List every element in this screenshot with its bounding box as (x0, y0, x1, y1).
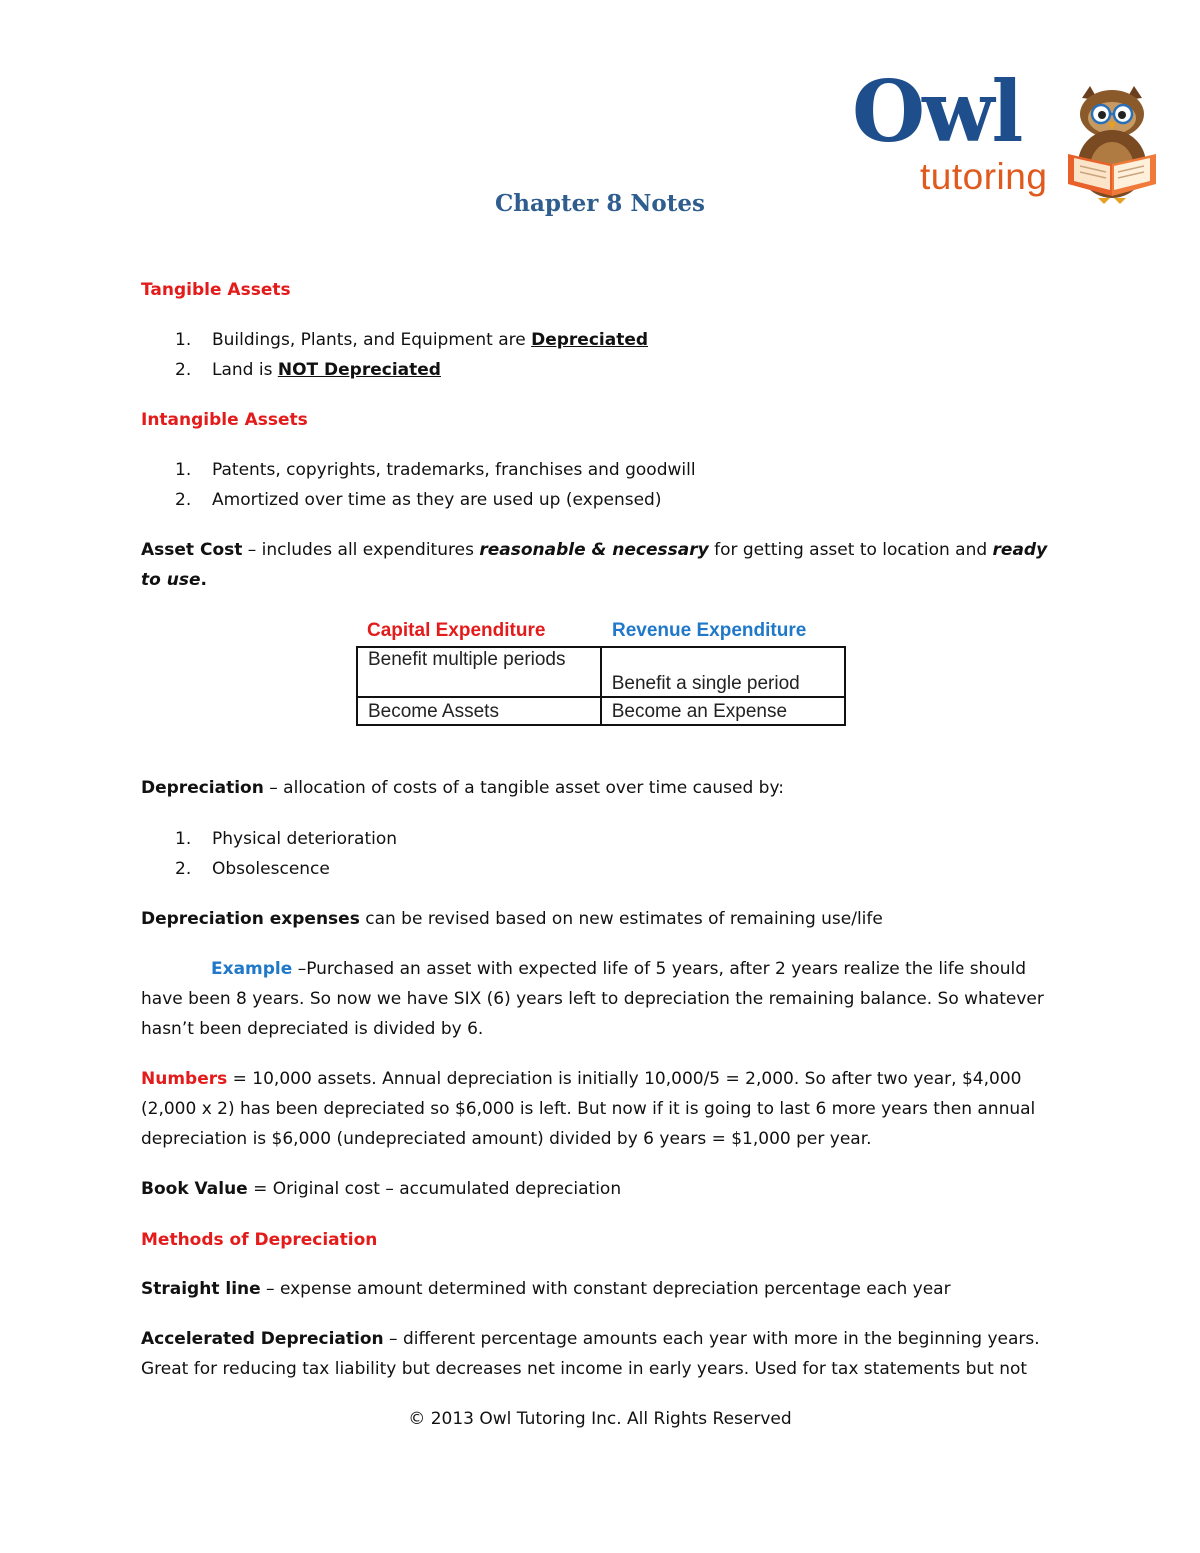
copyright-footer: © 2013 Owl Tutoring Inc. All Rights Reserved (408, 1409, 792, 1429)
owl-reading-book-icon (1064, 84, 1160, 206)
page-title: Chapter 8 Notes (495, 190, 705, 217)
table-row (357, 697, 845, 725)
list-item: 2. Land is NOT Depreciated (175, 360, 441, 380)
depreciation-expenses-paragraph: Depreciation expenses can be revised based on new estimates of remaining use/life (141, 909, 883, 929)
logo-word: Owl (852, 62, 1021, 161)
capital-expenditure-header: Capital Expenditure (367, 620, 546, 641)
list-item: 2. Amortized over time as they are used up (expensed) (175, 490, 662, 510)
list-item: 1. Buildings, Plants, and Equipment are Depreciated (175, 330, 649, 350)
expenditure-table (356, 620, 846, 726)
asset-cost-paragraph: Asset Cost – includes all expenditures reasonable & necessary for getting asset to location and ready to use. (141, 540, 1048, 590)
depreciation-causes-list (141, 824, 1061, 884)
list-item: 1. Patents, copyrights, trademarks, franchises and goodwill (175, 460, 696, 480)
tangible-assets-heading: Tangible Assets (141, 280, 291, 300)
example-paragraph: Example –Purchased an asset with expected life of 5 years, after 2 years realize the life should have been 8 years. So now we have SIX (6) years left to depreciation the remaining balance. So whatever hasn’t been depreciated is divided by 6. (141, 959, 1044, 1039)
numbers-paragraph: Numbers = 10,000 assets. Annual depreciation is initially 10,000/5 = 2,000. So after two year, $4,000 (2,000 x 2) has been depreciated so $6,000 is left. But now if it is going to last 6 more years then annual depreciation is $6,000 (undepreciated amount) divided by 6 years = $1,000 per year. (141, 1069, 1036, 1149)
list-item: 1. Physical deterioration (175, 829, 398, 849)
intangible-assets-list (141, 455, 1061, 515)
tangible-assets-list (141, 325, 1061, 385)
table-cell: Benefit multiple periods (357, 647, 601, 697)
straight-line-paragraph: Straight line – expense amount determined with constant depreciation percentage each year (141, 1279, 951, 1299)
accelerated-depreciation-paragraph: Accelerated Depreciation – different percentage amounts each year with more in the beginning years. Great for reducing tax liability but decreases net income in early years. Used for tax statements but not (141, 1329, 1040, 1379)
intangible-assets-heading: Intangible Assets (141, 410, 308, 430)
revenue-expenditure-header: Revenue Expenditure (612, 620, 807, 641)
table-cell: Benefit a single period (601, 647, 845, 697)
table-cell: Become an Expense (601, 697, 845, 725)
methods-of-depreciation-heading: Methods of Depreciation (141, 1230, 378, 1250)
logo-subtitle: tutoring (920, 156, 1048, 197)
table-row (357, 647, 845, 697)
table-cell: Become Assets (357, 697, 601, 725)
book-value-paragraph: Book Value = Original cost – accumulated depreciation (141, 1179, 622, 1199)
list-item: 2. Obsolescence (175, 859, 330, 879)
depreciation-paragraph: Depreciation – allocation of costs of a tangible asset over time caused by: (141, 778, 785, 798)
expenditure-table-header (356, 620, 846, 646)
